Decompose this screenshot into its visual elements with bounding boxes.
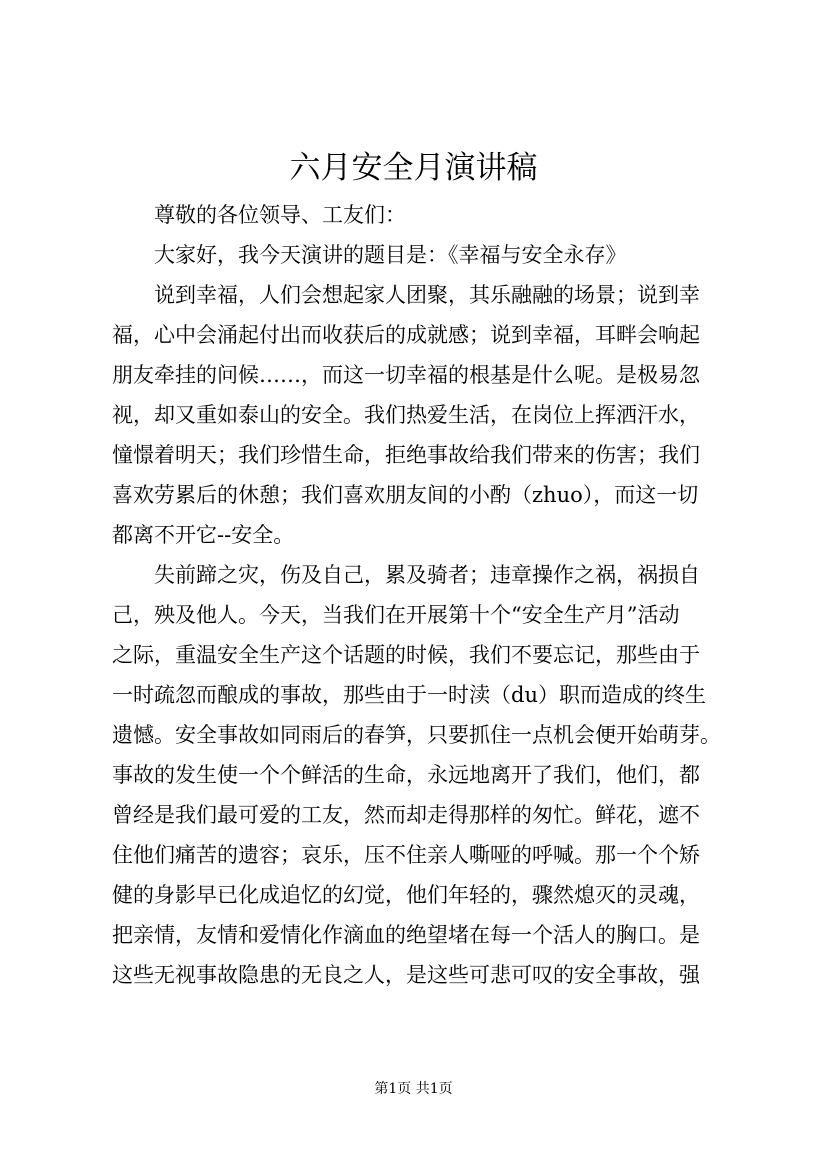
- body-text-line: 憧憬着明天；我们珍惜生命，拒绝事故给我们带来的伤害；我们: [112, 443, 700, 467]
- body-text-line: 这些无视事故隐患的无良之人，是这些可悲可叹的安全事故，强: [112, 963, 700, 987]
- body-text-line: 之际，重温安全生产这个话题的时候，我们不要忘记，那些由于: [112, 643, 700, 667]
- body-text-line: 喜欢劳累后的休憩；我们喜欢朋友间的小酌（zhuo），而这一切: [112, 483, 699, 507]
- body-text-line: 事故的发生使一个个鲜活的生命，永远地离开了我们，他们，都: [112, 763, 700, 787]
- body-text-line: 福，心中会涌起付出而收获后的成就感；说到幸福，耳畔会响起: [112, 323, 700, 347]
- body-text-line: 失前蹄之灾，伤及自己，累及骑者；违章操作之祸，祸损自: [154, 563, 700, 587]
- body-text-line: 遗憾。安全事故如同雨后的春笋，只要抓住一点机会便开始萌芽。: [112, 723, 721, 747]
- salutation-line: 尊敬的各位领导、工友们：: [154, 203, 406, 227]
- body-text-line: 住他们痛苦的遗容；哀乐，压不住亲人嘶哑的呼喊。那一个个矫: [112, 843, 700, 867]
- body-text-line: 己，殃及他人。今天，当我们在开展第十个“安全生产月”活动: [112, 603, 680, 627]
- page-number-footer: 第1页 共1页: [374, 1081, 453, 1097]
- body-text-line: 视，却又重如泰山的安全。我们热爱生活，在岗位上挥洒汗水，: [112, 403, 700, 427]
- body-text-line: 说到幸福，人们会想起家人团聚，其乐融融的场景；说到幸: [154, 283, 700, 307]
- body-text-line: 把亲情，友情和爱情化作滴血的绝望堵在每一个活人的胸口。是: [112, 923, 700, 947]
- body-text-line: 朋友牵挂的问候……，而这一切幸福的根基是什么呢。是极易忽: [112, 363, 700, 387]
- greeting-line: 大家好，我今天演讲的题目是：《幸福与安全永存》: [154, 243, 627, 267]
- document-title: 六月安全月演讲稿: [289, 150, 538, 186]
- body-text-line: 一时疏忽而酿成的事故，那些由于一时渎（du）职而造成的终生: [112, 683, 706, 707]
- body-text-line: 都离不开它--安全。: [112, 523, 295, 547]
- body-text-line: 曾经是我们最可爱的工友，然而却走得那样的匆忙。鲜花，遮不: [112, 803, 700, 827]
- body-text-line: 健的身影早已化成追忆的幻觉，他们年轻的，骤然熄灭的灵魂，: [112, 883, 700, 907]
